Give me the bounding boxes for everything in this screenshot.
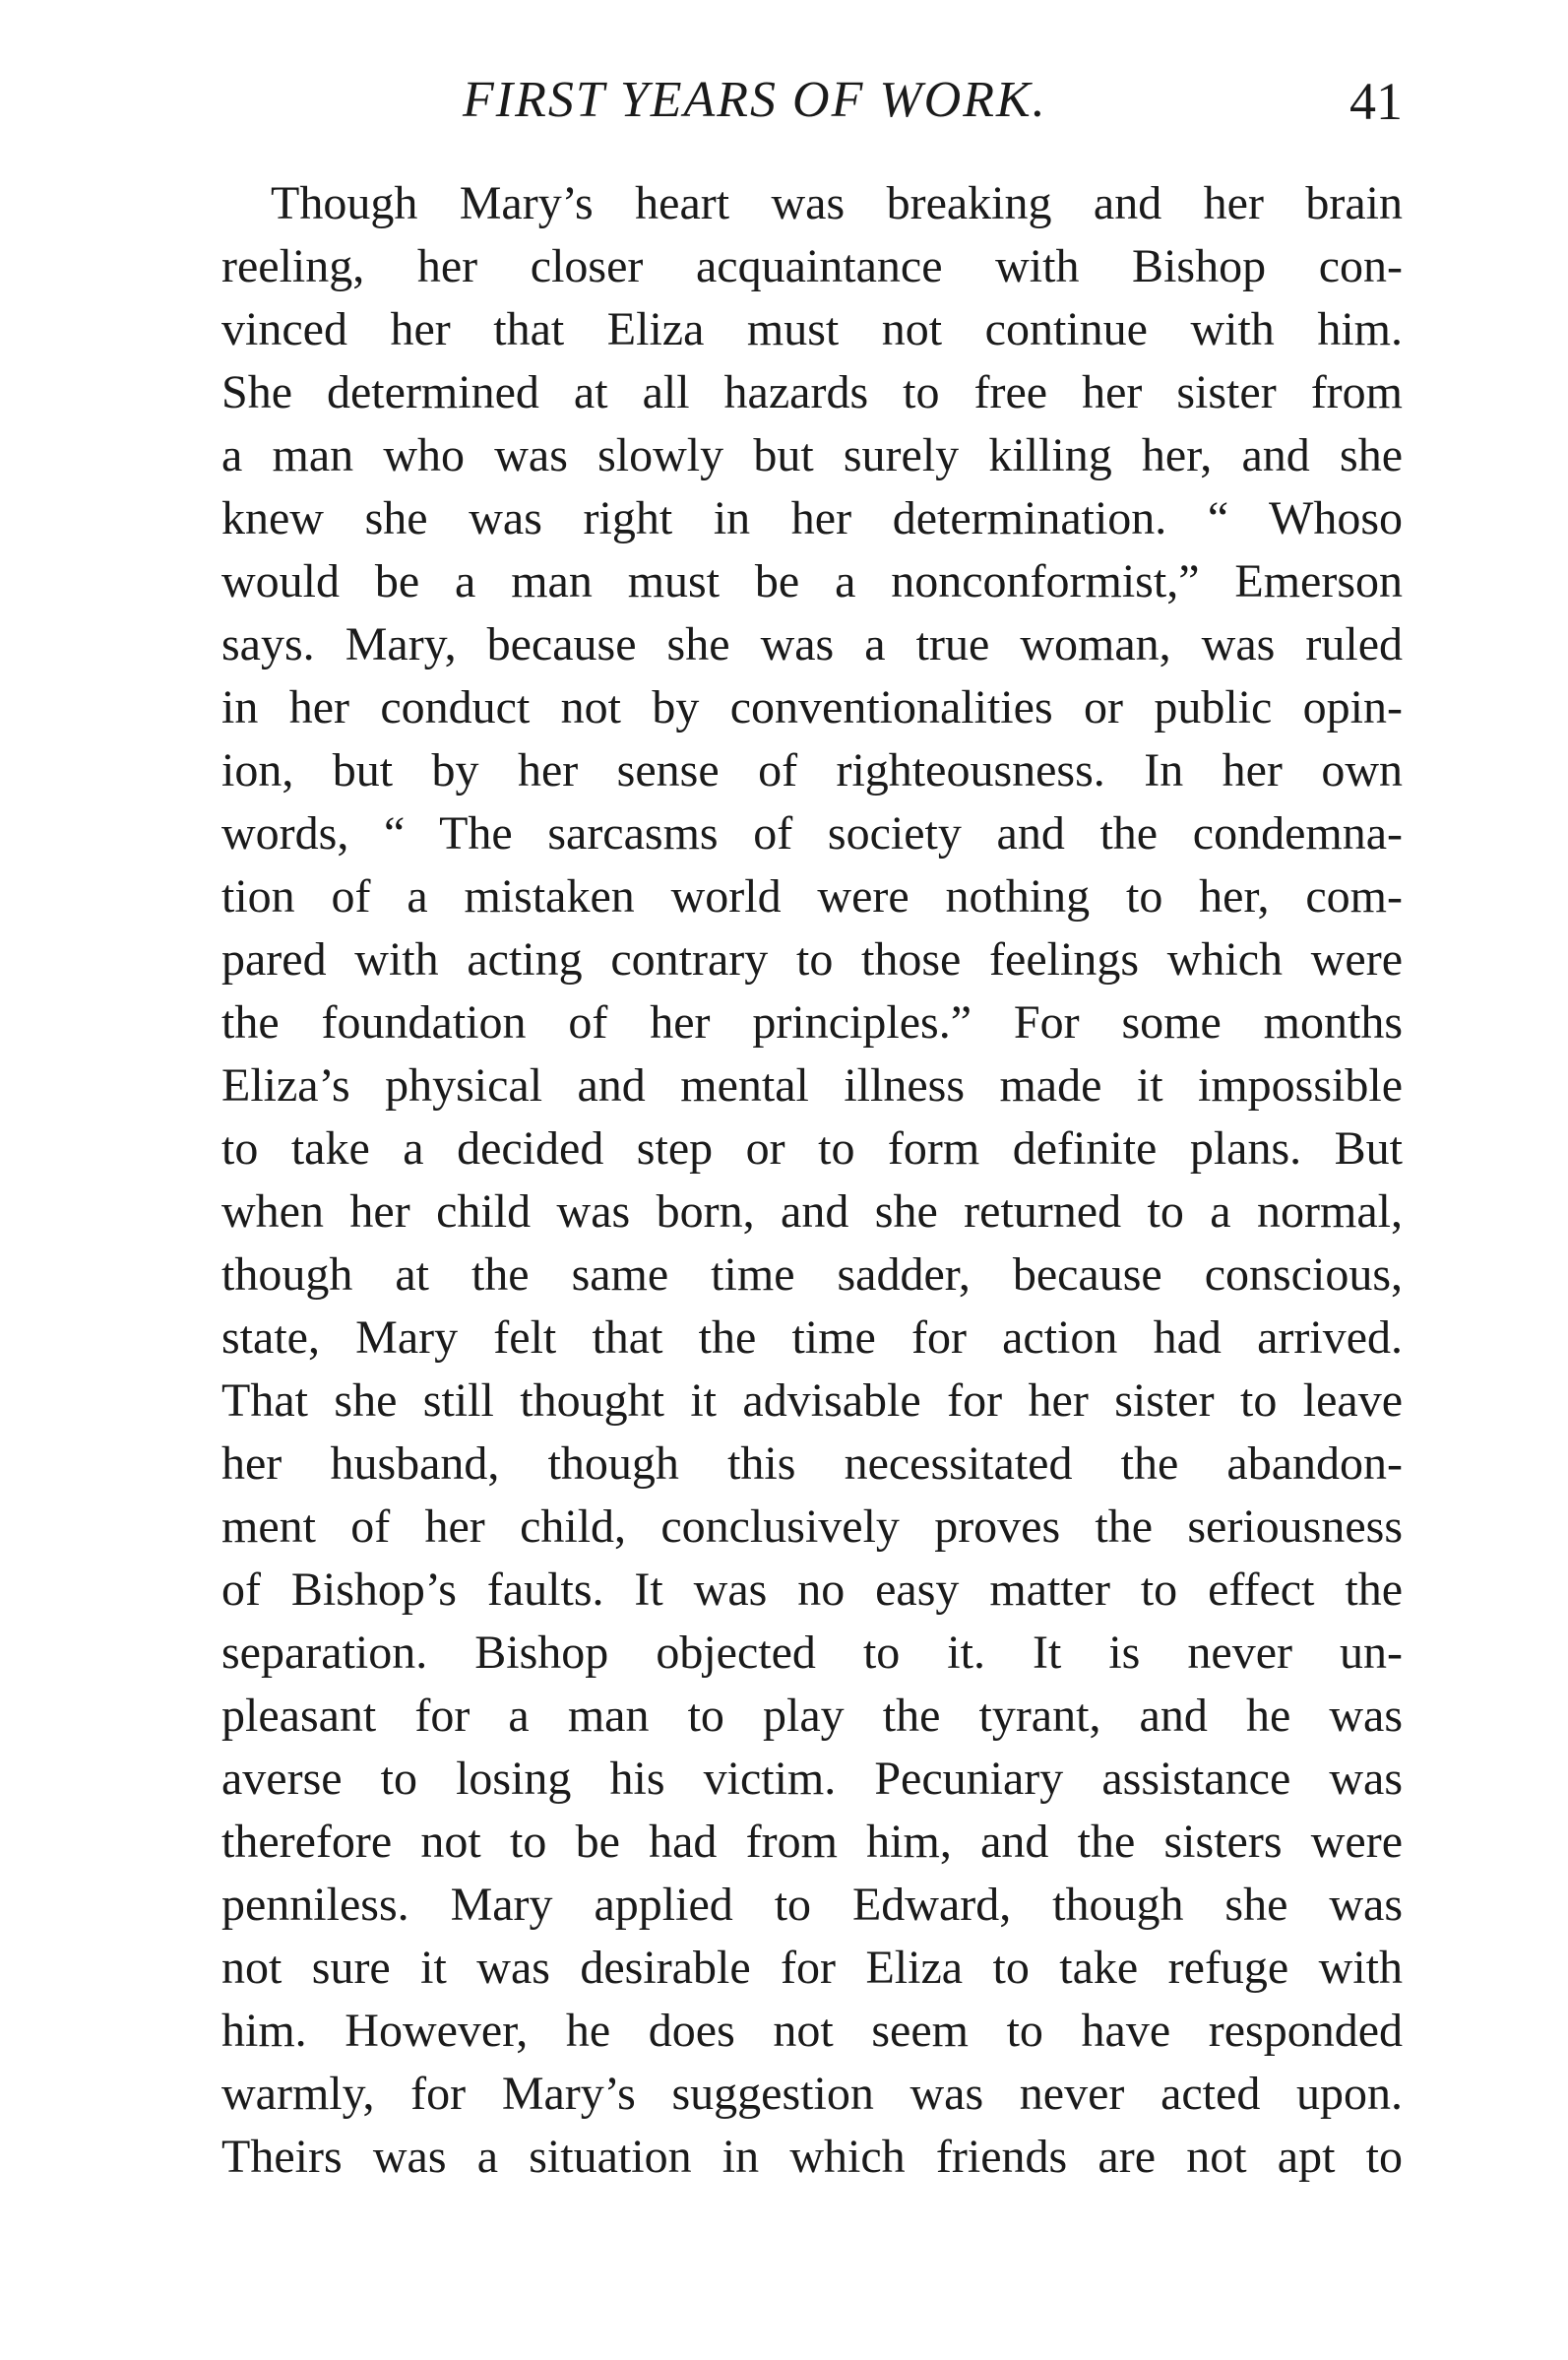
text-line: averse to losing his victim. Pecuniary assistance was: [221, 1753, 1403, 1805]
text-line: Though Mary’s heart was breaking and her brain: [271, 177, 1403, 229]
text-line: of Bishop’s faults. It was no easy matter to effect the: [221, 1563, 1403, 1616]
text-line: Eliza’s physical and mental illness made it impossible: [221, 1059, 1403, 1112]
text-line: to take a decided step or to form definite plans. But: [221, 1122, 1403, 1175]
running-head: [221, 57, 1403, 136]
page-number: 41: [1349, 72, 1403, 131]
text-line: would be a man must be a nonconformist,” Emerson: [221, 555, 1403, 607]
text-line: separation. Bishop objected to it. It is never un-: [221, 1626, 1403, 1679]
text-line: ion, but by her sense of righteousness. In her own: [221, 744, 1403, 797]
text-line: vinced her that Eliza must not continue with him.: [221, 303, 1403, 355]
text-line: him. However, he does not seem to have responded: [221, 2005, 1403, 2057]
text-line: That she still thought it advisable for her sister to leave: [221, 1374, 1403, 1427]
text-line: Theirs was a situation in which friends are not apt to: [221, 2131, 1403, 2183]
text-line: warmly, for Mary’s suggestion was never acted upon.: [221, 2068, 1403, 2120]
text-line: not sure it was desirable for Eliza to take refuge with: [221, 1942, 1403, 1994]
body-text: [221, 172, 1403, 2189]
text-line: knew she was right in her determination. “ Whoso: [221, 492, 1403, 544]
text-line: though at the same time sadder, because conscious,: [221, 1248, 1403, 1301]
text-line: when her child was born, and she returned to a normal,: [221, 1185, 1403, 1238]
text-line: in her conduct not by conventionalities or public opin-: [221, 681, 1403, 734]
text-line: She determined at all hazards to free her sister from: [221, 366, 1403, 418]
text-line: says. Mary, because she was a true woman, was ruled: [221, 618, 1403, 670]
text-line: ment of her child, conclusively proves the seriousness: [221, 1500, 1403, 1553]
text-line: tion of a mistaken world were nothing to her, com-: [221, 870, 1403, 923]
text-line: reeling, her closer acquaintance with Bishop con-: [221, 240, 1403, 292]
text-line: state, Mary felt that the time for action had arrived.: [221, 1311, 1403, 1364]
text-line: a man who was slowly but surely killing her, and she: [221, 429, 1403, 481]
text-line: pleasant for a man to play the tyrant, and he was: [221, 1690, 1403, 1742]
running-title: FIRST YEARS OF WORK.: [463, 72, 1047, 128]
text-line: words, “ The sarcasms of society and the condemna-: [221, 807, 1403, 860]
text-line: the foundation of her principles.” For some months: [221, 996, 1403, 1049]
text-line: therefore not to be had from him, and the sisters were: [221, 1816, 1403, 1868]
text-line: penniless. Mary applied to Edward, though she was: [221, 1879, 1403, 1931]
text-line: pared with acting contrary to those feelings which were: [221, 933, 1403, 986]
text-line: her husband, though this necessitated the abandon-: [221, 1437, 1403, 1490]
